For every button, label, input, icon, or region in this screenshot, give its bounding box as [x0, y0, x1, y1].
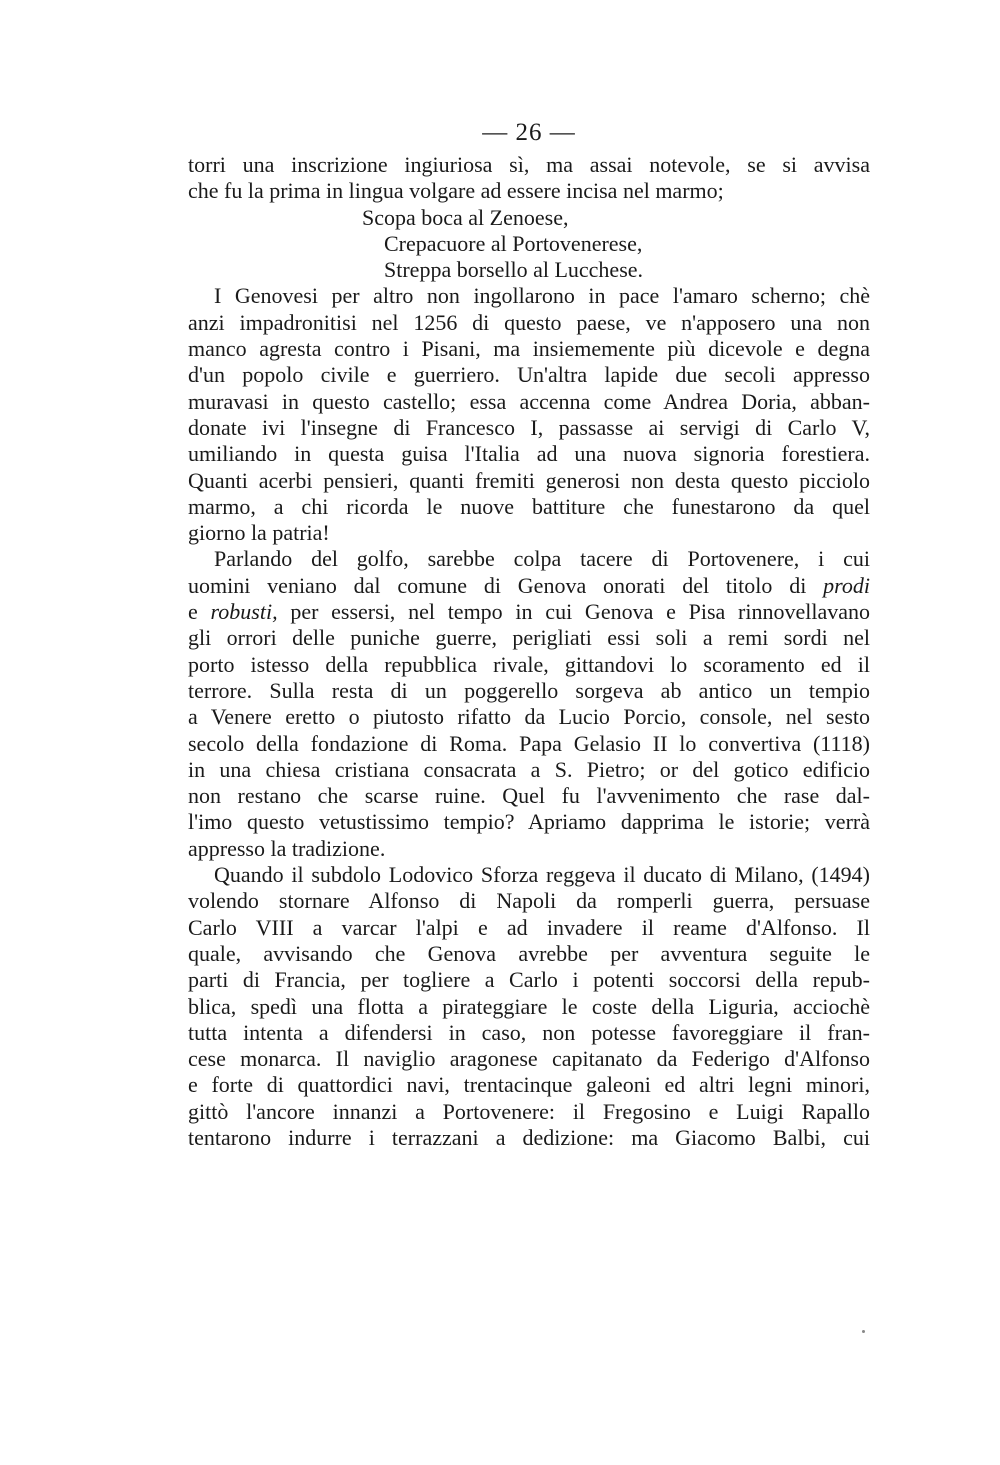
text-line: Parlando del golfo, sarebbe colpa tacere di Portovenere, i cui: [214, 546, 870, 572]
text-line: umiliando in questa guisa l'Italia ad una nuova signoria forestiera.: [188, 441, 870, 467]
text-line: I Genovesi per altro non ingollarono in pace l'amaro scherno; chè: [214, 283, 870, 309]
text-line: muravasi in questo castello; essa accenna come Andrea Doria, abban-: [188, 388, 870, 414]
text-line: l'imo questo vetustissimo tempio? Apriamo dapprima le istorie; verrà: [188, 809, 870, 835]
text-line: porto istesso della repubblica rivale, gittandovi lo scoramento ed il: [188, 651, 870, 677]
text-line: d'un popolo civile e guerriero. Un'altra lapide due secoli appresso: [188, 362, 870, 388]
verse-line: Scopa boca al Zenoese,: [362, 204, 569, 230]
text-line: torri una inscrizione ingiuriosa sì, ma assai notevole, se si avvisa: [188, 152, 870, 177]
paragraph-1: [188, 152, 870, 205]
text-line: [188, 599, 870, 625]
text-line: [188, 573, 870, 599]
text-line: gittò l'ancore innanzi a Portovenere: il Fregosino e Luigi Rapallo: [188, 1098, 870, 1124]
text-line: appresso la tradizione.: [188, 835, 386, 861]
text-line: volendo stornare Alfonso di Napoli da romperli guerra, persuase: [188, 888, 870, 914]
text-line: non restano che scarse ruine. Quel fu l'avvenimento che rase dal-: [188, 783, 870, 809]
text-line: secolo della fondazione di Roma. Papa Gelasio II lo convertiva (1118): [188, 730, 870, 756]
text-line: Quanti acerbi pensieri, quanti fremiti generosi non desta questo picciolo: [188, 467, 870, 493]
text-line: parti di Francia, per togliere a Carlo i potenti soccorsi della repub-: [188, 967, 870, 993]
text-line: blica, spedì una flotta a pirateggiare le coste della Liguria, acciochè: [188, 993, 870, 1019]
verse-block: [188, 205, 870, 284]
italic-word: robusti,: [210, 599, 278, 625]
text-line: terrore. Sulla resta di un poggerello sorgeva ab antico un tempio: [188, 677, 870, 703]
paragraph-3: [188, 546, 870, 862]
page-number: — 26 —: [482, 119, 576, 146]
paragraph-2: [188, 283, 870, 546]
text-line: che fu la prima in lingua volgare ad essere incisa nel marmo;: [188, 178, 724, 204]
text-line: marmo, a chi ricorda le nuove battiture che funestarono da quel: [188, 493, 870, 519]
italic-word: prodi: [823, 572, 870, 598]
paragraph-4: [188, 862, 870, 1151]
text-line: e forte di quattordici navi, trentacinque galeoni ed altri legni minori,: [188, 1072, 870, 1098]
text-line: Quando il subdolo Lodovico Sforza reggeva il ducato di Milano, (1494): [214, 862, 870, 888]
text-line: tutta intenta a difendersi in caso, non potesse favoreggiare il fran-: [188, 1019, 870, 1045]
text-line: a Venere eretto o piutosto rifatto da Lucio Porcio, console, nel sesto: [188, 704, 870, 730]
text-line: in una chiesa cristiana consacrata a S. Pietro; or del gotico edificio: [188, 756, 870, 782]
text-line: tentarono indurre i terrazzani a dedizione: ma Giacomo Balbi, cui: [188, 1124, 870, 1150]
text-line: quale, avvisando che Genova avrebbe per avventura seguite le: [188, 940, 870, 966]
verse-line: Crepacuore al Portovenerese,: [384, 230, 643, 256]
scan-speck: [862, 1330, 865, 1333]
verse-line: Streppa borsello al Lucchese.: [384, 257, 644, 283]
text-line: Carlo VIII a varcar l'alpi e ad invadere il reame d'Alfonso. Il: [188, 914, 870, 940]
text-line: donate ivi l'insegne di Francesco I, passasse ai servigi di Carlo V,: [188, 414, 870, 440]
text-line: giorno la patria!: [188, 520, 330, 546]
text-line: manco agresta contro i Pisani, ma insiememente più dicevole e degna: [188, 336, 870, 362]
text-segment: uomini veniano dal comune di Genova onorati del titolo di: [188, 572, 824, 598]
text-line: anzi impadronitisi nel 1256 di questo paese, ve n'apposero una non: [188, 309, 870, 335]
text-line: cese monarca. Il naviglio aragonese capitanato da Federigo d'Alfonso: [188, 1046, 870, 1072]
text-segment: e: [188, 599, 211, 625]
text-segment: per essersi, nel tempo in cui Genova e Pisa rinnovellavano: [277, 599, 871, 625]
text-line: gli orrori delle puniche guerre, perigliati essi soli a remi sordi nel: [188, 625, 870, 651]
